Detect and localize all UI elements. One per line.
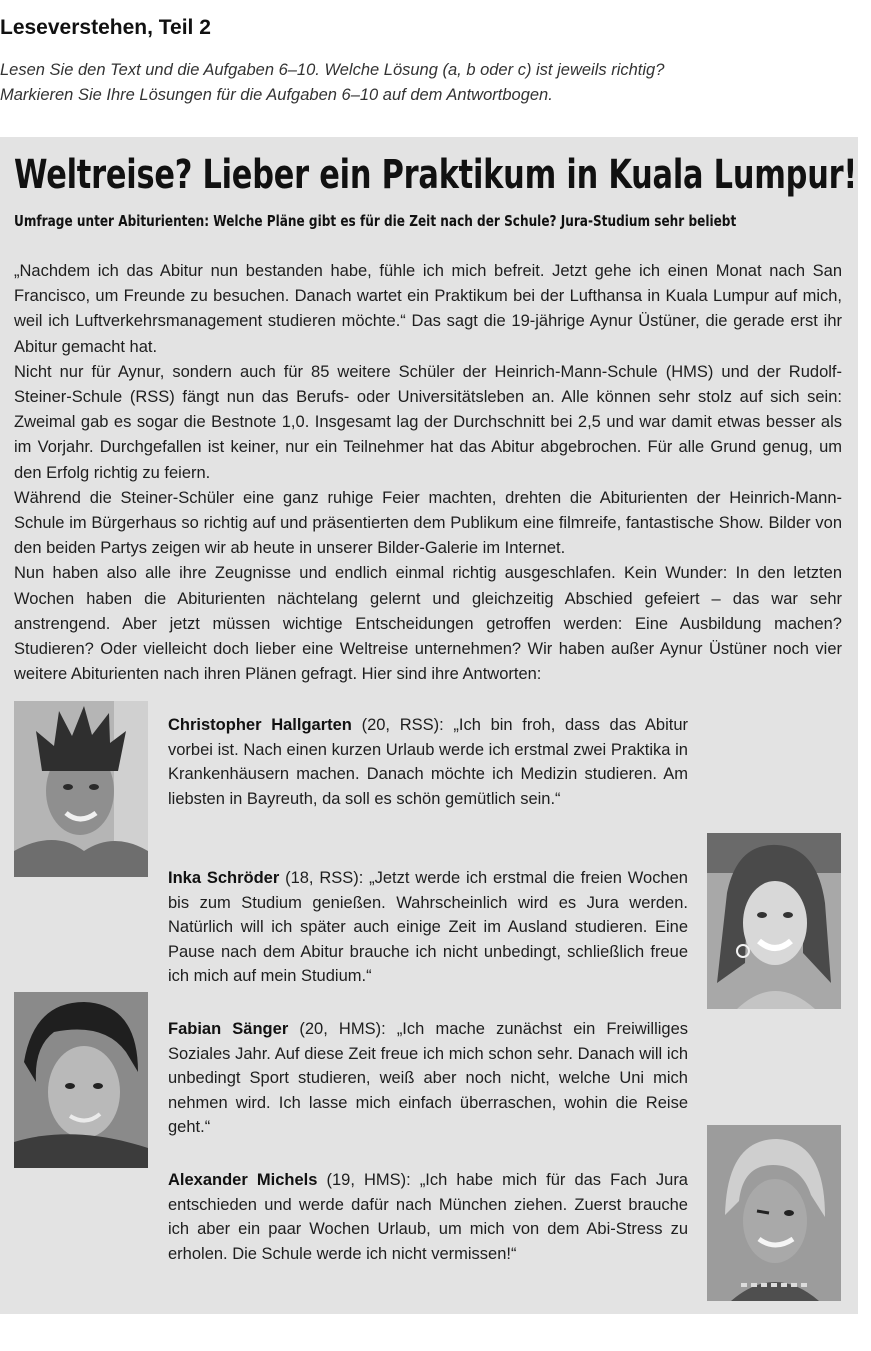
- interview-quote: „Jetzt werde ich erstmal die freien Wochen bis zum Studium genießen. Wahrscheinlich wird es Jura werden. Natürlich will ich später auch einige Zeit im Ausland studieren. Eine Pause nach dem Abitur brauche ich nicht unbedingt, schließlich freue ich mich auf mein Studium.“: [168, 869, 688, 985]
- instruction-line-2: Markieren Sie Ihre Lösungen für die Aufgaben 6–10 auf dem Antwortbogen.: [0, 86, 553, 104]
- interviewee-info: (20, RSS):: [351, 716, 454, 734]
- photo-christopher-hallgarten: [14, 701, 148, 877]
- photo-inka-schroeder: [707, 833, 841, 1009]
- interviewee-info: (20, HMS):: [288, 1020, 397, 1038]
- article-body: [14, 259, 842, 687]
- interview-quote: „Ich mache zunächst ein Freiwilliges Soziales Jahr. Auf diese Zeit freue ich mich schon sehr. Danach will ich unbedingt Sport studieren, weiß aber noch nicht, welche Uni mich nehmen wird. Ich lasse mich einfach überraschen, wohin die Reise geht.“: [168, 1020, 688, 1136]
- interviewee-name: Christopher Hallgarten: [168, 716, 352, 734]
- article-paragraph: Nun haben also alle ihre Zeugnisse und endlich einmal richtig ausgeschlafen. Kein Wunder: In den letzten Wochen haben die Abiturienten nächtelang gelernt und gleichzeitig Abschied gefeiert – das war sehr anstrengend. Aber jetzt müssen wichtige Entscheidungen getroffen werden: Eine Ausbildung machen? Studieren? Oder vielleicht doch lieber eine Weltreise unternehmen? Wir haben außer Aynur Üstüner noch vier weitere Abiturienten nach ihren Plänen gefragt. Hier sind ihre Antworten:: [14, 564, 842, 684]
- interview-quote: „Ich bin froh, dass das Abitur vorbei ist. Nach einen kurzen Urlaub werde ich erstmal zwei Praktika in Krankenhäusern machen. Danach möchte ich Medizin studieren. Am liebsten in Bayreuth, da soll es schön gemütlich sein.“: [168, 716, 688, 808]
- interview-alexander-michels: [168, 1168, 688, 1266]
- interview-quote: „Ich habe mich für das Fach Jura entschieden und werde dafür nach München ziehen. Zuerst brauche ich aber ein paar Wochen Urlaub, um mich von dem Abi-Stress zu erholen. Die Schule werde ich nicht vermissen!“: [168, 1171, 688, 1263]
- article-paragraph: Nicht nur für Aynur, sondern auch für 85 weitere Schüler der Heinrich-Mann-Schule (HMS) und der Rudolf-Steiner-Schule (RSS) fängt nun das Berufs- oder Universitätsleben an. Alle können sehr stolz auf sich sein: Zweimal gab es sogar die Bestnote 1,0. Insgesamt lag der Durchschnitt bei 2,5 und war damit etwas besser als im Vorjahr. Durchgefallen ist keiner, nur ein Teilnehmer hat das Abitur abgebrochen. Für alle Grund genug, um den Erfolg richtig zu feiern.: [14, 362, 842, 482]
- task-instructions: [0, 58, 860, 108]
- interviewee-name: Inka Schröder: [168, 869, 280, 887]
- article-subheadline: Umfrage unter Abiturienten: Welche Pläne gibt es für die Zeit nach der Schule? Jura-Studium sehr beliebt: [14, 212, 737, 230]
- article-box: [0, 137, 858, 1314]
- interview-christopher-hallgarten: [168, 713, 688, 811]
- photo-fabian-saenger: [14, 992, 148, 1168]
- article-headline: Weltreise? Lieber ein Praktikum in Kuala Lumpur!: [14, 152, 858, 198]
- article-paragraph: Während die Steiner-Schüler eine ganz ruhige Feier machten, drehten die Abiturienten der Heinrich-Mann-Schule im Bürgerhaus so richtig auf und präsentierten dem Publikum eine filmreife, fantastische Show. Bilder von den beiden Partys zeigen wir ab heute in unserer Bilder-Galerie im Internet.: [14, 488, 842, 558]
- interviewee-info: (18, RSS):: [279, 869, 370, 887]
- photo-alexander-michels: [707, 1125, 841, 1301]
- page-title: Leseverstehen, Teil 2: [0, 16, 211, 39]
- interviewee-info: (19, HMS):: [317, 1171, 420, 1189]
- interview-inka-schroeder: [168, 866, 688, 989]
- article-paragraph: „Nachdem ich das Abitur nun bestanden habe, fühle ich mich befreit. Jetzt gehe ich einen Monat nach San Francisco, um Freunde zu besuchen. Danach wartet ein Praktikum bei der Lufthansa in Kuala Lumpur auf mich, weil ich Luftverkehrsmanagement studieren möchte.“ Das sagt die 19-jährige Aynur Üstüner, die gerade erst ihr Abitur gemacht hat.: [14, 262, 842, 356]
- interviewee-name: Alexander Michels: [168, 1171, 318, 1189]
- interview-fabian-saenger: [168, 1017, 688, 1140]
- instruction-line-1: Lesen Sie den Text und die Aufgaben 6–10. Welche Lösung (a, b oder c) ist jeweils richtig?: [0, 61, 665, 79]
- interviewee-name: Fabian Sänger: [168, 1020, 289, 1038]
